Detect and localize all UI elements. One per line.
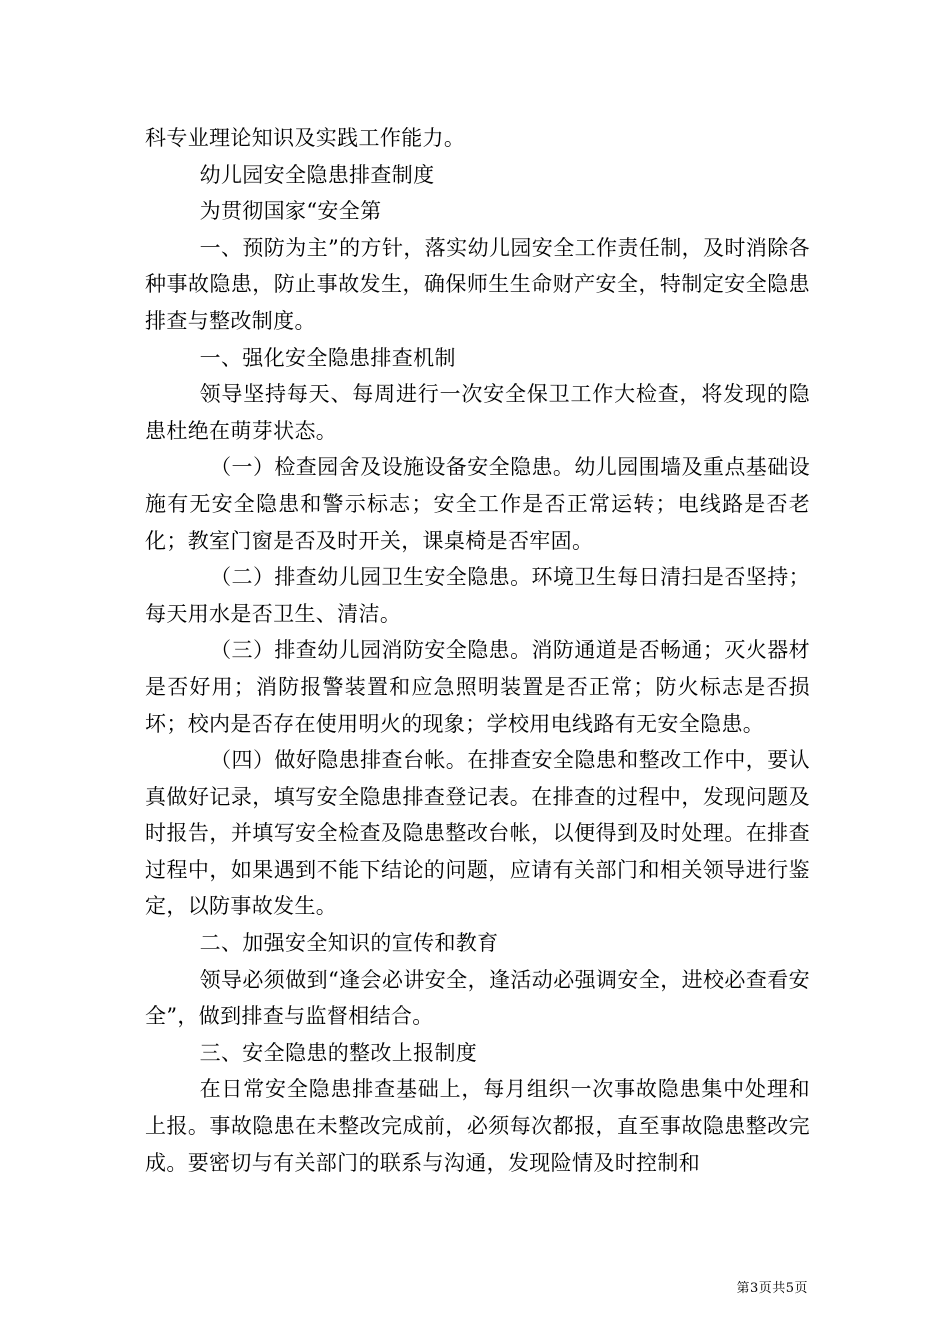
paragraph: 领导坚持每天、每周进行一次安全保卫工作大检查，将发现的隐患杜绝在萌芽状态。 xyxy=(145,382,810,443)
list-item-1: （一）检查园舍及设施设备安全隐患。幼儿园围墙及重点基础设施有无安全隐患和警示标志；安全工作是否正常运转；电线路是否老化；教室门窗是否及时开关，课桌椅是否牢固。 xyxy=(145,455,810,553)
paragraph-intro: 为贯彻国家“安全第 xyxy=(199,199,382,224)
paragraph-continuation: 科专业理论知识及实践工作能力。 xyxy=(145,126,466,150)
paragraph: 在日常安全隐患排查基础上，每月组织一次事故隐患集中处理和上报。事故隐患在未整改完成前，必须每次都报，直至事故隐患整改完成。要密切与有关部门的联系与沟通，发现险情及时控制和 xyxy=(145,1077,810,1175)
paragraph-purpose: 一、预防为主”的方针，落实幼儿园安全工作责任制，及时消除各种事故隐患，防止事故发生，确保师生生命财产安全，特制定安全隐患排查与整改制度。 xyxy=(145,235,810,333)
section-heading-2: 二、加强安全知识的宣传和教育 xyxy=(199,931,499,956)
paragraph: 领导必须做到“逢会必讲安全，逢活动必强调安全，进校必查看安全”，做到排查与监督相结合。 xyxy=(145,967,810,1029)
list-item-2: （二）排查幼儿园卫生安全隐患。环境卫生每日清扫是否坚持；每天用水是否卫生、清洁。 xyxy=(145,565,810,626)
document-title: 幼儿园安全隐患排查制度 xyxy=(199,162,435,187)
section-heading-1: 一、强化安全隐患排查机制 xyxy=(199,345,456,370)
page-number: 第3页共5页 xyxy=(736,1281,808,1296)
section-heading-3: 三、安全隐患的整改上报制度 xyxy=(199,1040,478,1065)
list-item-3: （三）排查幼儿园消防安全隐患。消防通道是否畅通；灭火器材是否好用；消防报警装置和应急照明装置是否正常；防火标志是否损坏；校内是否存在使用明火的现象；学校用电线路有无安全隐患。 xyxy=(145,638,810,736)
document-body xyxy=(145,120,810,1181)
list-item-4: （四）做好隐患排查台帐。在排查安全隐患和整改工作中，要认真做好记录，填写安全隐患排查登记表。在排查的过程中，发现问题及时报告，并填写安全检查及隐患整改台帐，以便得到及时处理。在排查过程中，如果遇到不能下结论的问题，应请有关部门和相关领导进行鉴定，以防事故发生。 xyxy=(145,748,810,919)
